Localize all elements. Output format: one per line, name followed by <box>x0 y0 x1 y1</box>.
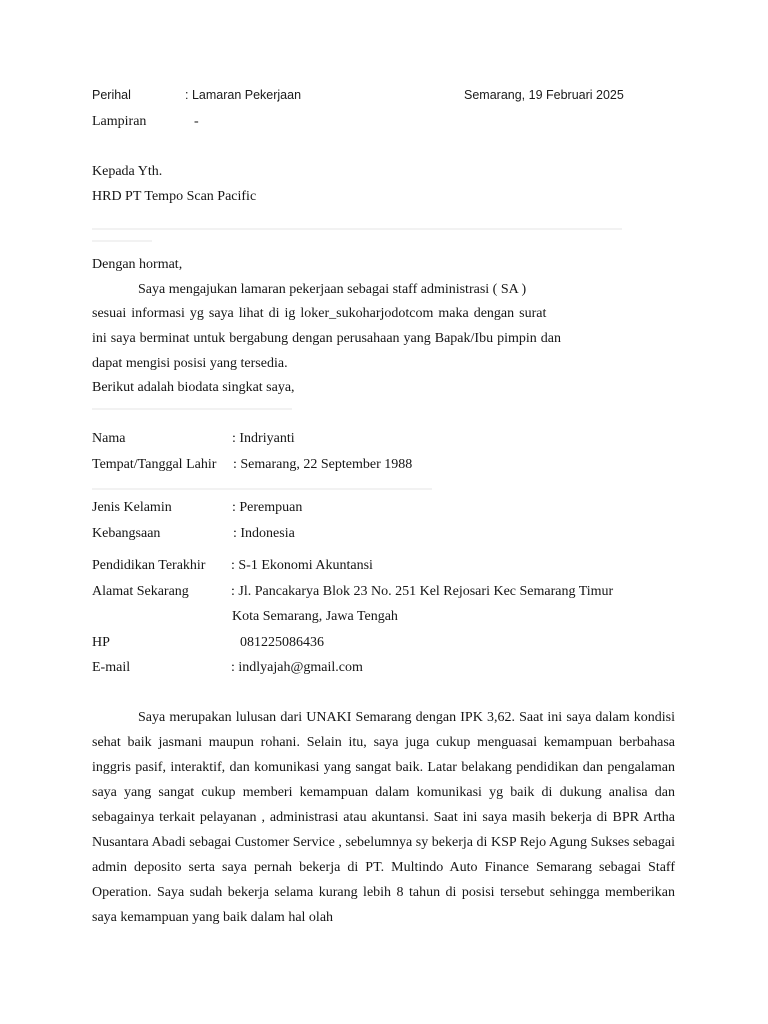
place-date: Semarang, 19 Februari 2025 <box>464 88 624 102</box>
pendidikan-label: Pendidikan Terakhir <box>92 558 206 573</box>
closing-paragraph-container <box>92 705 675 930</box>
opening-line-4: dapat mengisi posisi yang tersedia. <box>92 356 288 371</box>
email-value: : indlyajah@gmail.com <box>231 660 363 675</box>
scan-artifact <box>92 240 152 242</box>
alamat-value-line-2: Kota Semarang, Jawa Tengah <box>232 609 398 624</box>
lampiran-value: - <box>194 114 199 129</box>
opening-line-3: ini saya berminat untuk bergabung dengan perusahaan yang Bapak/Ibu pimpin dan <box>92 331 561 346</box>
scan-artifact <box>92 228 622 230</box>
recipient-salutation: Kepada Yth. <box>92 164 163 179</box>
greeting: Dengan hormat, <box>92 257 183 272</box>
scan-artifact <box>92 408 292 410</box>
hp-value: 081225086436 <box>240 635 324 650</box>
ttl-label: Tempat/Tanggal Lahir <box>92 457 217 472</box>
lampiran-label: Lampiran <box>92 114 147 129</box>
jenis-kelamin-value: : Perempuan <box>232 500 303 515</box>
alamat-value-line-1: : Jl. Pancakarya Blok 23 No. 251 Kel Rejosari Kec Semarang Timur <box>231 584 614 599</box>
opening-line-5: Berikut adalah biodata singkat saya, <box>92 380 295 395</box>
opening-line-1: Saya mengajukan lamaran pekerjaan sebagai staff administrasi ( SA ) <box>138 282 527 297</box>
nama-value: : Indriyanti <box>232 431 295 446</box>
kebangsaan-value: : Indonesia <box>233 526 295 541</box>
alamat-label: Alamat Sekarang <box>92 584 189 599</box>
perihal-label: Perihal <box>92 88 131 102</box>
ttl-value: : Semarang, 22 September 1988 <box>233 457 413 472</box>
perihal-value: : Lamaran Pekerjaan <box>185 88 302 102</box>
pendidikan-value: : S-1 Ekonomi Akuntansi <box>231 558 373 573</box>
recipient-name: HRD PT Tempo Scan Pacific <box>92 189 257 204</box>
scan-artifact <box>92 488 432 490</box>
jenis-kelamin-label: Jenis Kelamin <box>92 500 172 515</box>
kebangsaan-label: Kebangsaan <box>92 526 161 541</box>
hp-label: HP <box>92 635 110 650</box>
opening-line-2: sesuai informasi yg saya lihat di ig loker_sukoharjodotcom maka dengan surat <box>92 306 547 321</box>
nama-label: Nama <box>92 431 126 446</box>
email-label: E-mail <box>92 660 131 675</box>
closing-paragraph: Saya merupakan lulusan dari UNAKI Semarang dengan IPK 3,62. Saat ini saya dalam kondisi sehat baik jasmani maupun rohani. Selain itu, saya juga cukup menguasai kemampuan berbahasa inggris pasif, interaktif, dan komunikasi yang sangat baik. Latar belakang pendidikan dan pengalaman saya yang sangat cukup memberi kemampuan dalam komunikasi yg baik di dukung analisa dan sebagainya terkait pelayanan , administrasi atau akuntansi. Saat ini saya masih bekerja di BPR Artha Nusantara Abadi sebagai Customer Service , sebelumnya sy bekerja di KSP Rejo Agung Sukses sebagai admin deposito serta saya pernah bekerja di PT. Multindo Auto Finance Semarang sebagai Staff Operation. Saya sudah bekerja selama kurang lebih 8 tahun di posisi tersebut sehingga memberikan saya kemampuan yang baik dalam hal olah <box>92 710 675 925</box>
